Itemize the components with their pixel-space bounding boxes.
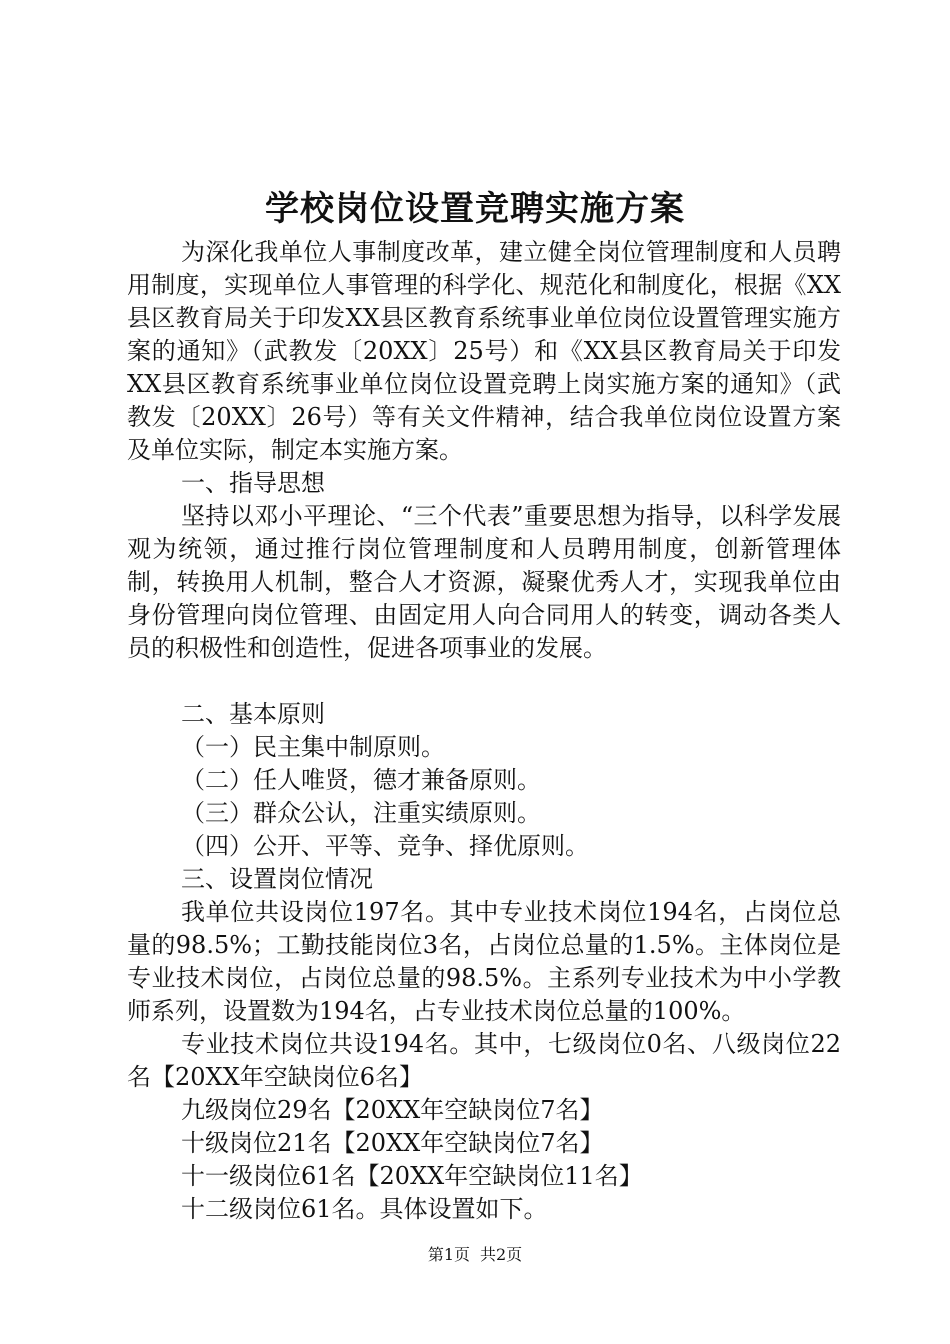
- section-heading-post-setting: 三、设置岗位情况: [181, 865, 373, 893]
- grade-12-posts-line: 十二级岗位61名。具体设置如下。: [181, 1195, 548, 1223]
- grade-9-posts-line: 九级岗位29名【20XX年空缺岗位7名】: [181, 1096, 604, 1124]
- paragraph-spacer: [127, 665, 841, 698]
- page-number-current: 第1页: [427, 1245, 470, 1264]
- principle-item-1: （一）民主集中制原则。: [181, 733, 445, 761]
- page-footer: [0, 1243, 950, 1267]
- post-setting-paragraph: 我单位共设岗位197名。其中专业技术岗位194名，占岗位总量的98.5%；工勤技能岗位3名，占岗位总量的1.5%。主体岗位是专业技术岗位，占岗位总量的98.5%。主系列专业技术为中小学教师系列，设置数为194名，占专业技术岗位总量的100%。: [127, 898, 841, 1025]
- intro-paragraph: 为深化我单位人事制度改革，建立健全岗位管理制度和人员聘用制度，实现单位人事管理的科学化、规范化和制度化，根据《XX县区教育局关于印发XX县区教育系统事业单位岗位设置管理实施方案的通知》（武教发〔20XX〕25号）和《XX县区教育局关于印发XX县区教育系统事业单位岗位设置竞聘上岗实施方案的通知》（武教发〔20XX〕26号）等有关文件精神，结合我单位岗位设置方案及单位实际，制定本实施方案。: [127, 238, 841, 464]
- grade-11-posts-line: 十一级岗位61名【20XX年空缺岗位11名】: [181, 1162, 643, 1190]
- principle-item-4: （四）公开、平等、竞争、择优原则。: [181, 832, 589, 860]
- section-heading-guiding-ideology: 一、指导思想: [181, 469, 325, 497]
- professional-posts-paragraph: 专业技术岗位共设194名。其中，七级岗位0名、八级岗位22名【20XX年空缺岗位6名】: [127, 1030, 841, 1091]
- grade-10-posts-line: 十级岗位21名【20XX年空缺岗位7名】: [181, 1129, 604, 1157]
- document-title: 学校岗位设置竞聘实施方案: [265, 189, 685, 229]
- principle-item-3: （三）群众公认，注重实绩原则。: [181, 799, 541, 827]
- principle-item-2: （二）任人唯贤，德才兼备原则。: [181, 766, 541, 794]
- section-heading-basic-principles: 二、基本原则: [181, 700, 325, 728]
- document-body: [127, 236, 841, 1226]
- page-number-total: 共2页: [480, 1245, 523, 1264]
- guiding-ideology-paragraph: 坚持以邓小平理论、“三个代表”重要思想为指导，以科学发展观为统领，通过推行岗位管理制度和人员聘用制度，创新管理体制，转换用人机制，整合人才资源，凝聚优秀人才，实现我单位由身份管理向岗位管理、由固定用人向合同用人的转变，调动各类人员的积极性和创造性，促进各项事业的发展。: [127, 502, 841, 662]
